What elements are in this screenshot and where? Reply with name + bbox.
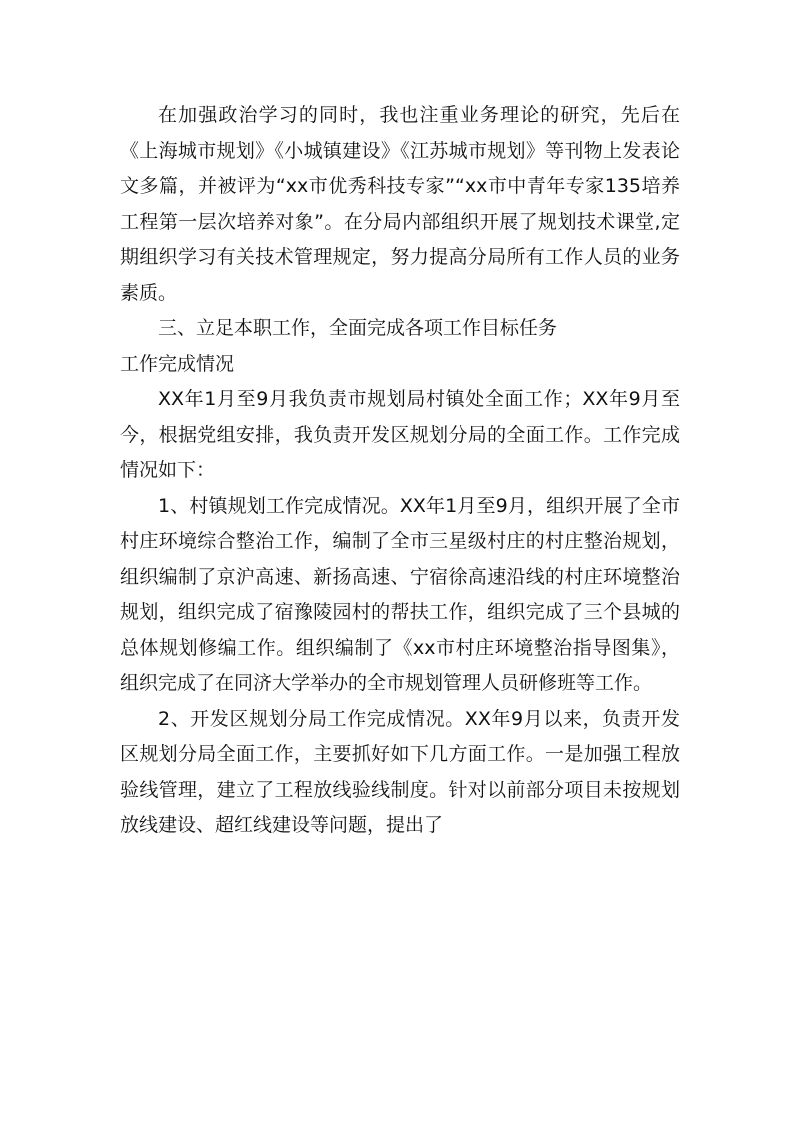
- paragraph-village-planning: 1、村镇规划工作完成情况。XX年1月至9月，组织开展了全市村庄环境综合整治工作，编制了全市三星级村庄的村庄整治规划，组织编制了京沪高速、新扬高速、宁宿徐高速沿线的村庄环境整治规划，组织完成了宿豫陵园村的帮扶工作，组织完成了三个县城的总体规划修编工作。组织编制了《xx市村庄环境整治指导图集》，组织完成了在同济大学举办的全市规划管理人员研修班等工作。: [120, 494, 680, 694]
- section-heading-3: 三、立足本职工作，全面完成各项工作目标任务: [158, 317, 558, 339]
- subheading-work-completion: 工作完成情况: [120, 352, 235, 375]
- paragraph-development-zone: 2、开发区规划分局工作完成情况。XX年9月以来，负责开发区规划分局全面工作，主要抓好如下几方面工作。一是加强工程放验线管理，建立了工程放线验线制度。针对以前部分项目未按规划放线建设、超红线建设等问题，提出了: [120, 707, 680, 836]
- paragraph-work-overview: XX年1月至9月我负责市规划局村镇处全面工作；XX年9月至今，根据党组安排，我负责开发区规划分局的全面工作。工作完成情况如下：: [120, 388, 680, 481]
- document-body: [120, 98, 680, 844]
- paragraph-political-study: 在加强政治学习的同时，我也注重业务理论的研究，先后在《上海城市规划》《小城镇建设》《江苏城市规划》等刊物上发表论文多篇，并被评为“xx市优秀科技专家”“xx市中青年专家135培养工程第一层次培养对象”。在分局内部组织开展了规划技术课堂,定期组织学习有关技术管理规定，努力提高分局所有工作人员的业务素质。: [120, 104, 680, 304]
